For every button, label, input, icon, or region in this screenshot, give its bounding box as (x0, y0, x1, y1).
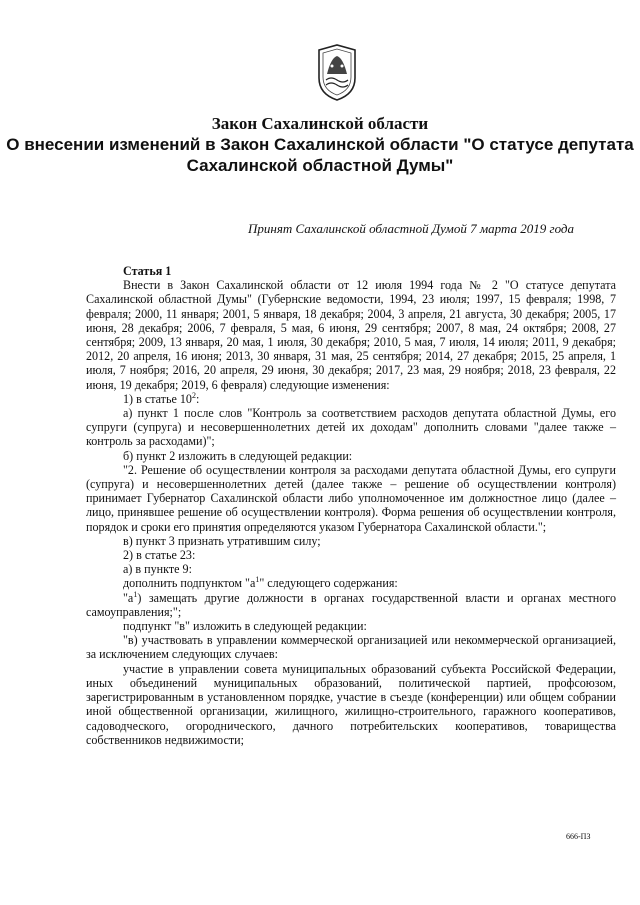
article-heading: Статья 1 (123, 264, 172, 278)
law-title: Закон Сахалинской области (211, 114, 429, 133)
article-paragraph: в) пункт 3 признать утратившим силу; (123, 533, 321, 548)
article-paragraph: дополнить подпунктом "$а^1$" следующего содержания: (123, 575, 398, 591)
article-paragraph: а) в пункте 9: (123, 562, 192, 577)
article-paragraph: "2. Решение об осуществлении контроля за расходами депутата областной Думы, его супруги (супруга) и несовершеннолетних детей (далее также – решение об осуществлении контроля) принимает Губернатор Сахалинской области либо уполномоченное им должностное лицо (далее – лицо, принявшее решение об осуществлении контроля). Форма решения об осуществлении контроля, порядок и сроки его принятия определяются указом Губернатора Сахалинской области."; (86, 462, 616, 534)
article-paragraph: участие в управлении совета муниципальных образований субъекта Российской Федерации, иных объединений муниципальных образований, политической партией, профсоюзом, зарегистрированным в установленном порядке, участие в съезде (конференции) или общем собрании иной общественной организации, жилищного, жилищно-строительного, гаражного кооперативов, садоводческого, огороднического, дачного потребительских кооперативов, товарищества собственников недвижимости; (86, 661, 616, 747)
article-paragraph: 2) в статье 23: (123, 548, 196, 563)
article-paragraph: "в) участвовать в управлении коммерческой организацией или некоммерческой организацией, за исключением следующих случаев: (86, 633, 616, 662)
adoption-note: Принят Сахалинской областной Думой 7 марта 2019 года (248, 221, 574, 236)
article-paragraph: б) пункт 2 изложить в следующей редакции: (123, 448, 353, 463)
article-body (86, 264, 616, 747)
article-paragraph: 1) в статье $10^2$: (123, 390, 200, 406)
article-paragraph: Внести в Закон Сахалинской области от 12 июля 1994 года № 2 "О статусе депутата Сахалинской областной Думы" (Губернские ведомости, 1994, 23 июля; 1997, 15 февраля; 1998, 7 февраля; 2000, 11 января; 2001, 5 января, 18 декабря; 2004, 3 апреля, 21 августа, 30 декабря; 2005, 17 июня, 28 декабря; 2006, 7 февраля, 5 мая, 6 июня, 29 сентября; 2007, 8 мая, 24 октября; 2008, 27 сентября; 2009, 13 января, 20 мая, 1 июля, 30 декабря; 2010, 5 мая, 7 июля, 14 июля; 2011, 9 декабря; 2012, 20 апреля, 16 июня; 2013, 30 января, 31 мая, 25 сентября; 2014, 27 декабря; 2015, 25 апреля, 1 июля, 7 ноября; 2016, 20 апреля, 29 июня, 30 декабря; 2017, 23 мая, 29 ноября; 2018, 23 февраля, 22 июня, 19 декабря; 2019, 6 февраля) следующие изменения: (86, 278, 616, 392)
article-paragraph: а) пункт 1 после слов "Контроль за соответствием расходов депутата областной Думы, его супруги (супруга) и несовершеннолетних детей их доходам" дополнить словами "далее также – контроль за расходами)"; (86, 406, 616, 449)
document-number: 666-ПЗ (566, 832, 591, 841)
article-paragraph: "$а^1$) замещать другие должности в органах государственной власти и органах местного самоуправления;"; (86, 589, 616, 619)
law-subtitle: О внесении изменений в Закон Сахалинской области "О статусе депутата Сахалинской областной Думы" (6, 135, 634, 175)
article-paragraph: подпункт "в" изложить в следующей редакции: (123, 619, 367, 634)
coat-of-arms-icon (317, 44, 357, 102)
